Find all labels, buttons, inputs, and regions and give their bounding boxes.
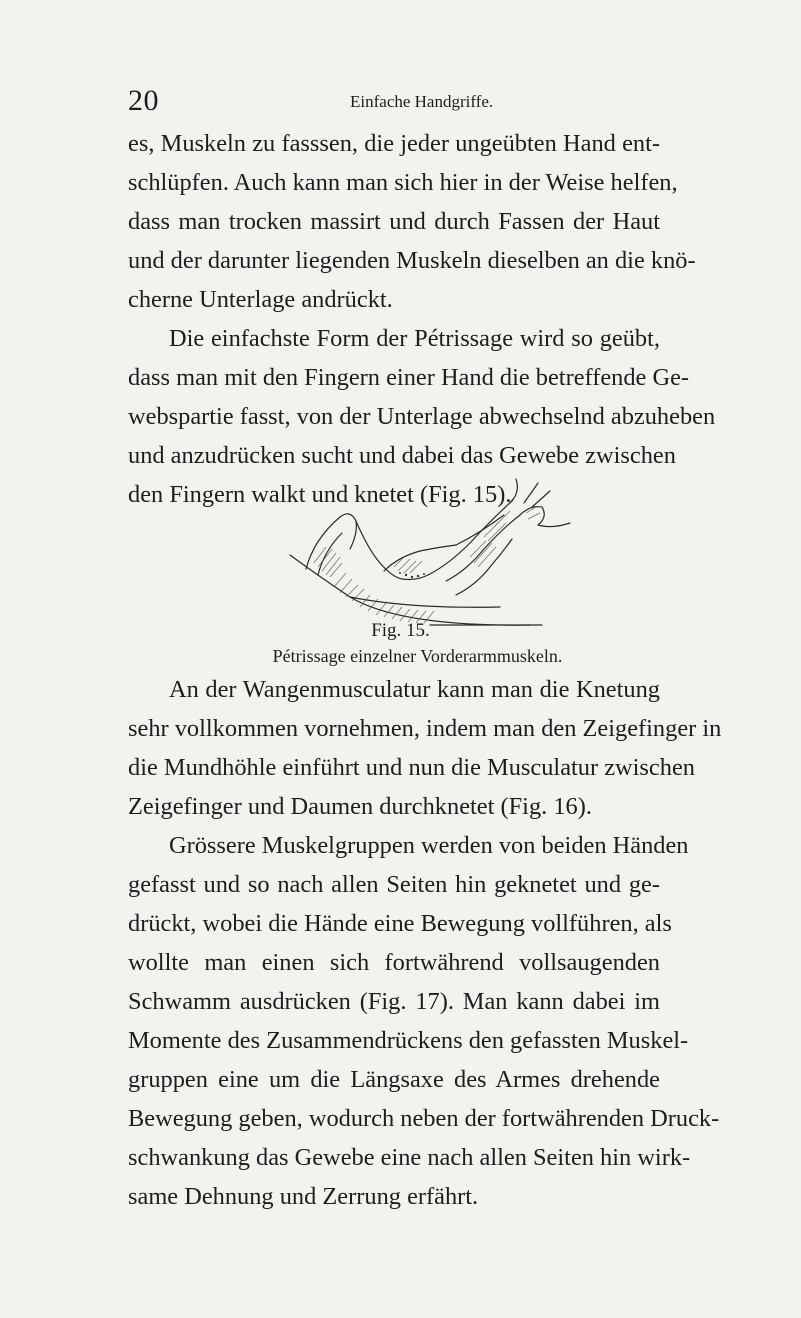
hand-kneading-forearm-drawing xyxy=(280,477,600,635)
text-line: schlüpfen. Auch kann man sich hier in der Weise helfen, xyxy=(128,169,678,196)
figure-caption: Pétrissage einzelner Vorderarmmuskeln. xyxy=(272,646,563,666)
text-line: sehr vollkommen vornehmen, indem man den Zeigefinger in xyxy=(128,715,722,742)
text-line: Zeigefinger und Daumen durchknetet (Fig. 16). xyxy=(128,793,592,820)
text-line: dass man trocken massirt und durch Fassen der Haut xyxy=(128,208,660,235)
text-line: An der Wangenmusculatur kann man die Knetung xyxy=(169,676,660,703)
running-head: Einfache Handgriffe. xyxy=(350,92,494,111)
text-line: gefasst und so nach allen Seiten hin geknetet und ge- xyxy=(128,871,660,898)
text-line: wollte man einen sich fortwährend vollsaugenden xyxy=(128,949,660,976)
figure-label: Fig. 15. xyxy=(371,620,430,641)
text-line: drückt, wobei die Hände eine Bewegung vollführen, als xyxy=(128,910,672,937)
text-line: dass man mit den Fingern einer Hand die betreffende Ge- xyxy=(128,364,690,391)
text-line: schwankung das Gewebe eine nach allen Seiten hin wirk- xyxy=(128,1144,691,1171)
page-header xyxy=(128,84,668,118)
text-line: webspartie fasst, von der Unterlage abwechselnd abzuheben xyxy=(128,403,716,430)
text-line: Bewegung geben, wodurch neben der fortwährenden Druck- xyxy=(128,1105,720,1132)
text-line: cherne Unterlage andrückt. xyxy=(128,286,393,313)
text-line: Schwamm ausdrücken (Fig. 17). Man kann dabei im xyxy=(128,988,660,1015)
text-line: Momente des Zusammendrückens den gefassten Muskel- xyxy=(128,1027,689,1054)
text-line: Die einfachste Form der Pétrissage wird so geübt, xyxy=(169,325,660,352)
text-line: gruppen eine um die Längsaxe des Armes drehende xyxy=(128,1066,660,1093)
text-line: es, Muskeln zu fasssen, die jeder ungeübten Hand ent- xyxy=(128,130,660,157)
text-line: die Mundhöhle einführt und nun die Musculatur zwischen xyxy=(128,754,695,781)
page-number: 20 xyxy=(128,84,159,117)
text-line: same Dehnung und Zerrung erfährt. xyxy=(128,1183,479,1210)
text-line: den Fingern walkt und knetet (Fig. 15). xyxy=(128,481,512,508)
text-line: und der darunter liegenden Muskeln dieselben an die knö- xyxy=(128,247,696,274)
paragraph-1 xyxy=(128,124,716,514)
text-line: Grössere Muskelgruppen werden von beiden Händen xyxy=(169,832,689,859)
text-line: und anzudrücken sucht und dabei das Gewebe zwischen xyxy=(128,442,676,469)
figure-illustration xyxy=(280,477,600,635)
paragraph-2 xyxy=(128,670,722,1216)
